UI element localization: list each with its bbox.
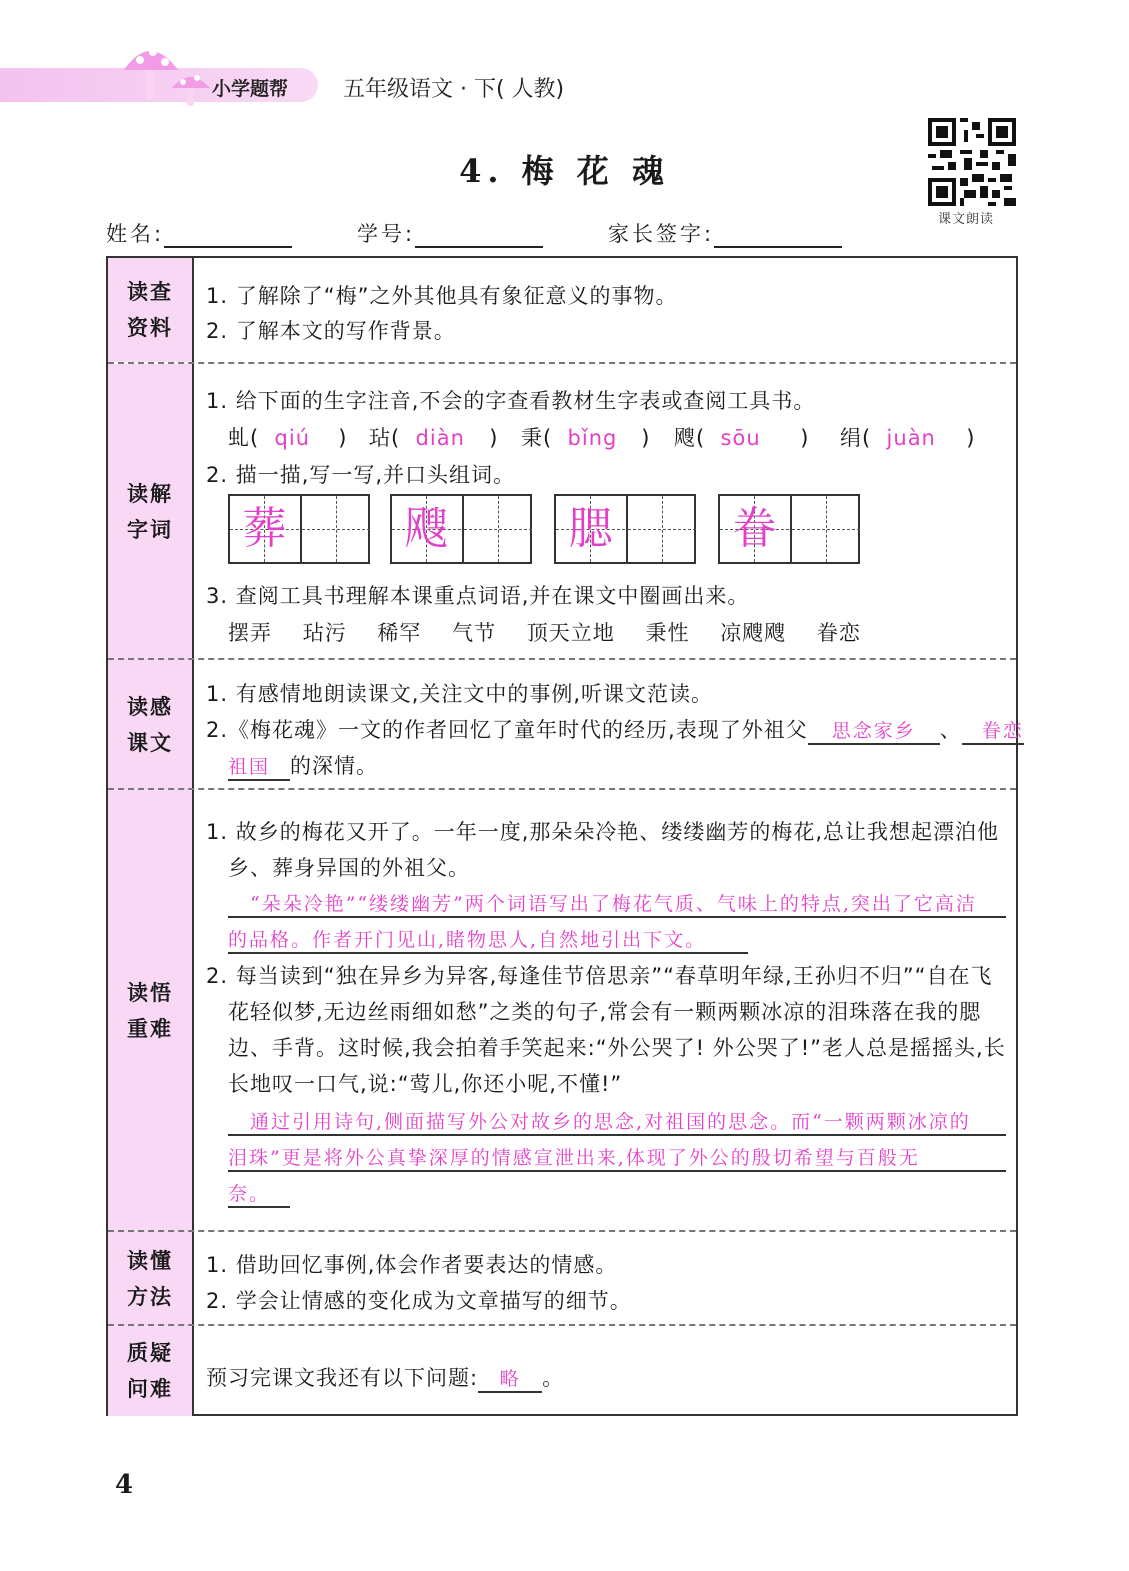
- writing-grid[interactable]: [554, 494, 696, 564]
- mushroom-logo-icon: [120, 38, 216, 108]
- item-text: 2. 学会让情感的变化成为文章描写的细节。: [206, 1289, 632, 1313]
- section-questions: [108, 1324, 1016, 1416]
- item-text: 1. 了解除了“梅”之外其他具有象征意义的事物。: [206, 284, 678, 308]
- section-key-points: [108, 788, 1016, 1232]
- answer-text[interactable]: 泪珠”更是将外公真挚深厚的情感宣泄出来,体现了外公的殷切希望与百般无: [228, 1147, 920, 1169]
- question-text: 2.《梅花魂》一文的作者回忆了童年时代的经历,表现了外祖父 思念家乡 、 眷恋: [206, 714, 1024, 745]
- question-text: 1. 有感情地朗读课文,关注文中的事例,听课文范读。: [206, 682, 714, 706]
- parent-signature-field[interactable]: [608, 218, 842, 248]
- writing-grid[interactable]: [390, 494, 532, 564]
- brand-name: 小学题帮: [212, 78, 289, 100]
- trace-char: 飕: [404, 503, 449, 554]
- answer-text[interactable]: “朵朵冷艳”“缕缕幽芳”两个词语写出了梅花气质、气味上的特点,突出了它高洁: [250, 893, 977, 915]
- section-methods: [108, 1230, 1016, 1326]
- name-field[interactable]: [106, 218, 292, 248]
- passage-text: 长地叹一口气,说:“莺儿,你还小呢,不懂!”: [228, 1072, 623, 1096]
- trace-char: 葬: [242, 503, 287, 554]
- question-text: 预习完课文我还有以下问题: 略 。: [206, 1362, 564, 1393]
- item-text: 2. 了解本文的写作背景。: [206, 319, 456, 343]
- section-words: [108, 362, 1016, 660]
- writing-grid[interactable]: [718, 494, 860, 564]
- subject-title: 五年级语文 · 下( 人教): [343, 77, 565, 102]
- lesson-title: 4. 梅 花 魂: [459, 152, 670, 190]
- name-blank[interactable]: [164, 226, 292, 248]
- page-number: 4: [115, 1470, 134, 1500]
- section-label: 读解 字词: [108, 364, 194, 660]
- section-label: 读懂 方法: [108, 1232, 194, 1326]
- trace-char: 眷: [732, 503, 777, 554]
- name-label: 姓名:: [106, 222, 165, 246]
- question-text: 3. 查阅工具书理解本课重点词语,并在课文中圈画出来。: [206, 584, 750, 608]
- passage-text: 边、手背。这时候,我会拍着手笑起来:“外公哭了! 外公哭了!”老人总是摇摇头,长: [228, 1036, 1006, 1060]
- pinyin-item[interactable]: 秉( bǐng ): [521, 426, 651, 450]
- section-label: 读悟 重难: [108, 790, 194, 1232]
- parent-signature-label: 家长签字:: [608, 222, 715, 246]
- pinyin-item[interactable]: 绢( juàn ): [840, 426, 976, 450]
- section-label: 读感 课文: [108, 660, 194, 790]
- writing-grid[interactable]: [228, 494, 370, 564]
- answer-blank[interactable]: 思念家乡: [808, 716, 940, 745]
- answer-blank[interactable]: 祖国: [228, 752, 290, 781]
- question-text: 1. 给下面的生字注音,不会的字查看教材生字表或查阅工具书。: [206, 389, 816, 413]
- passage-text: 2. 每当读到“独在异乡为异客,每逢佳节倍思亲”“春草明年绿,王孙归不归”“自在飞: [206, 964, 993, 988]
- student-id-field[interactable]: [357, 218, 543, 248]
- answer-blank[interactable]: 眷恋: [962, 716, 1024, 745]
- section-read-text: [108, 658, 1024, 790]
- passage-text: 花轻似梦,无边丝雨细如愁”之类的句子,常会有一颗两颗冰凉的泪珠落在我的腮: [228, 1000, 982, 1024]
- student-id-label: 学号:: [357, 222, 416, 246]
- qr-label: 课文朗读: [938, 212, 995, 227]
- answer-blank[interactable]: 略: [478, 1364, 542, 1393]
- pinyin-item[interactable]: 虬( qiú ): [228, 426, 348, 450]
- passage-text: 1. 故乡的梅花又开了。一年一度,那朵朵冷艳、缕缕幽芳的梅花,总让我想起漂泊他: [206, 820, 1000, 844]
- answer-text[interactable]: 奈。: [228, 1183, 271, 1205]
- answer-text[interactable]: 的品格。作者开门见山,睹物思人,自然地引出下文。: [228, 929, 707, 951]
- worksheet-table: [106, 256, 1024, 1416]
- question-text: 祖国 的深情。: [228, 750, 378, 781]
- section-label: 读查 资料: [108, 258, 194, 362]
- student-id-blank[interactable]: [415, 226, 543, 248]
- section-label: 质疑 问难: [108, 1326, 194, 1416]
- parent-signature-blank[interactable]: [714, 226, 842, 248]
- trace-char: 腮: [568, 503, 613, 554]
- answer-text[interactable]: 通过引用诗句,侧面描写外公对故乡的思念,对祖国的思念。而“一颗两颗冰凉的: [250, 1111, 971, 1133]
- item-text: 1. 借助回忆事例,体会作者要表达的情感。: [206, 1253, 618, 1277]
- pinyin-item[interactable]: 飕( sōu ): [674, 426, 810, 450]
- passage-text: 乡、葬身异国的外祖父。: [228, 856, 470, 880]
- pinyin-item[interactable]: 玷( diàn ): [369, 426, 499, 450]
- question-text: 2. 描一描,写一写,并口头组词。: [206, 463, 516, 487]
- vocab-list: 摆弄 玷污 稀罕 气节 顶天立地 秉性 凉飕飕 眷恋: [228, 621, 861, 645]
- section-read-materials: [108, 258, 1016, 362]
